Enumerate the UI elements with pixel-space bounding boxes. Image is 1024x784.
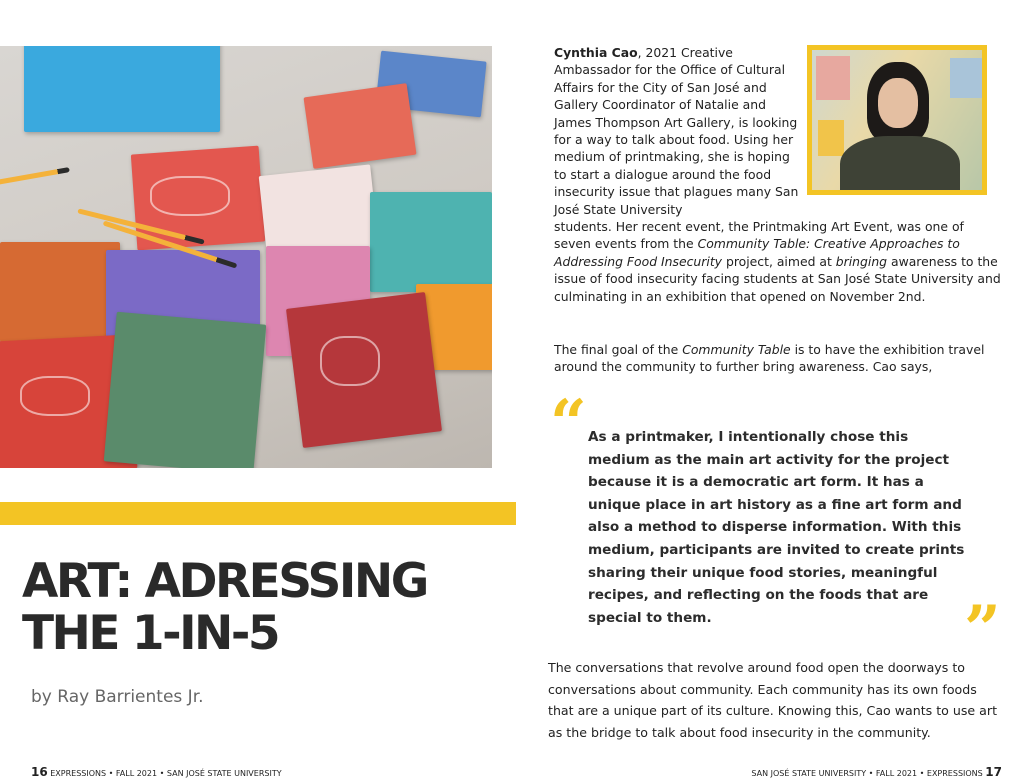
- close-quote-icon: ”: [964, 592, 1001, 667]
- headline-line: ART: ADRESSING: [22, 554, 427, 609]
- byline: by Ray Barrientes Jr.: [31, 687, 204, 707]
- goal-text: The final goal of the: [554, 342, 683, 357]
- background-artwork: [950, 58, 982, 98]
- intro-paragraph: [554, 44, 804, 218]
- emphasis-text: bringing: [835, 253, 888, 269]
- pencil: [0, 167, 70, 186]
- intro-paragraph-continued: [554, 218, 1004, 305]
- print-motif: [150, 176, 230, 216]
- accent-band: [0, 502, 516, 525]
- project-title: Community Table: [682, 342, 791, 357]
- footer-left: [31, 765, 282, 779]
- print-orange: [0, 242, 120, 342]
- project-title: Community Table: Creative Approaches to Addressing Food Insecurity: [554, 236, 960, 269]
- print-blue-top: [24, 46, 220, 132]
- intro-text: , 2021 Creative Ambassador for the Office of Cultural Affairs for the City of San José and Gallery Coordinator of Natalie and James Thompson Art Gallery, is looking for a way to talk about food. Using her medium of printmaking, she is hoping to start a dialogue around the food insecurity issue that plagues many San José State University: [554, 45, 799, 217]
- headline-line: THE 1-IN-5: [22, 606, 279, 661]
- print-green: [104, 312, 267, 468]
- footer-right: [751, 765, 1002, 779]
- portrait-face: [878, 78, 918, 128]
- print-teal: [370, 192, 492, 292]
- print-motif: [20, 376, 90, 416]
- print-motif: [320, 336, 380, 386]
- printmaking-photo: [0, 46, 492, 468]
- closing-paragraph: The conversations that revolve around food open the doorways to conversations about community. Each community has its own foods that are a unique part of its culture. Knowing this, Cao wants to use art as the bridge to talk about food insecurity in the community.: [548, 660, 998, 740]
- print-red-pink: [303, 83, 416, 169]
- footer-text: EXPRESSIONS • FALL 2021 • SAN JOSÉ STATE UNIVERSITY: [50, 769, 282, 778]
- intro-text: awareness to the issue of food insecurity facing students at San José State University and culminating in an exhibition that opened on November 2nd.: [554, 253, 1001, 304]
- intro-text: students. Her recent event, the Printmaking Art Event, was one of seven events from the: [554, 219, 964, 252]
- portrait-jacket: [840, 136, 960, 195]
- open-quote-icon: “: [550, 386, 587, 461]
- background-artwork: [816, 56, 850, 100]
- article-headline: [22, 556, 502, 660]
- intro-text: project, aimed at: [722, 253, 836, 269]
- goal-text: is to have the exhibition travel around the community to further bring awareness. Cao says,: [554, 342, 985, 375]
- pull-quote: As a printmaker, I intentionally chose this medium as the main art activity for the project because it is a democratic art form. It has a unique place in art history as a fine art form and also a method to disperse information. With this medium, participants are invited to create prints sharing their unique food stories, meaningful recipes, and reflecting on the foods that are special to them.: [588, 429, 965, 626]
- background-artwork: [818, 120, 844, 156]
- portrait-photo: [807, 45, 987, 195]
- goal-paragraph: [554, 341, 1010, 376]
- footer-text: SAN JOSÉ STATE UNIVERSITY • FALL 2021 • EXPRESSIONS: [751, 769, 983, 778]
- subject-name: Cynthia Cao: [554, 45, 638, 60]
- page-number: 16: [31, 765, 48, 779]
- page-number: 17: [985, 765, 1002, 779]
